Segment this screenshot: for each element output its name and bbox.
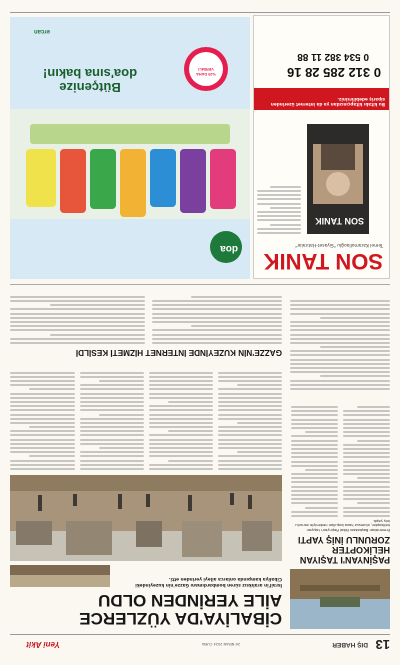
main-body-col-3 [80,360,144,470]
main-thumb-photo [10,565,110,587]
book-cover-title: SON TANIK [315,216,364,226]
main-headline-line-2: AİLE YERİNDEN OLDU [98,591,282,610]
doa-slogan [20,66,160,94]
helicopter-photo [290,569,390,629]
brand-logo: Yeni Akit [26,640,60,649]
doa-maker: ercan [33,28,50,34]
side-kicker: Ermenistan Başbakanı Nikol Paşinyan'ı taşıyan helikopter, olumsuz hava koşulları nedeniyle zorunlu iniş yaptı. [295,519,390,532]
page-date: 26 NİSAN 2024 CUMA [201,642,240,646]
main-body-col-1 [218,360,282,470]
side-headline-line-2: HELİKOPTER [331,545,390,555]
main-headline [10,591,282,627]
book-ad [253,15,390,279]
main-body-col-2 [149,360,213,470]
doa-logo: doa [220,243,238,254]
book-order-note-bar [254,88,389,110]
page-header [10,637,390,651]
side-headline-line-1: PAŞİNYAN'I TAŞIYAN [299,555,390,565]
section-name: DIŞ HABER [332,641,368,648]
main-body-col-4 [10,360,75,470]
subhead-body-col-2 [10,290,145,344]
main-subhead: GAZZE'NİN KUZEYİNDE İNTERNET HİZMETİ KESİLDİ [75,348,282,357]
book-ad-author: Temel Karamollaoğlu "Siyaset-Hatıralar" [295,242,383,247]
side-headline [290,535,390,565]
side-headline-line-3: ZORUNLU İNİŞ YAPTI [297,535,390,545]
side-body-col-3 [290,290,390,390]
book-phone-1: 0 312 285 28 16 [287,65,381,80]
page-number: 13 [375,637,390,652]
main-photo [10,475,282,561]
doa-slogan-line-2: doa'sına bakın! [42,66,138,81]
side-body-col-1 [343,397,390,517]
book-cover [307,124,369,234]
doa-slogan-line-1: Bütçenize [59,80,121,95]
book-phone-2: 0 534 382 11 88 [297,51,369,62]
book-ad-details [257,124,301,234]
side-body-col-2 [291,397,338,517]
book-order-note: Bu kitabı kitapçınızdan ya da internet üzerinden sipariş edebilirsiniz. [270,97,385,107]
doa-ad [10,17,250,279]
doa-badge: %25 DAHA VERİMLİ [196,67,216,76]
book-ad-title: SON TANIK [263,249,383,274]
main-deck: İsrail'in aralıksız süren bombardımanı Gazze'nin kuzeyindeki Cibaliya kampında onlarca aileyi yerinden etti. [135,576,282,587]
main-headline-line-1: CİBALİYA'DA YÜZLERCE [79,609,282,628]
subhead-body-col-1 [152,290,282,344]
